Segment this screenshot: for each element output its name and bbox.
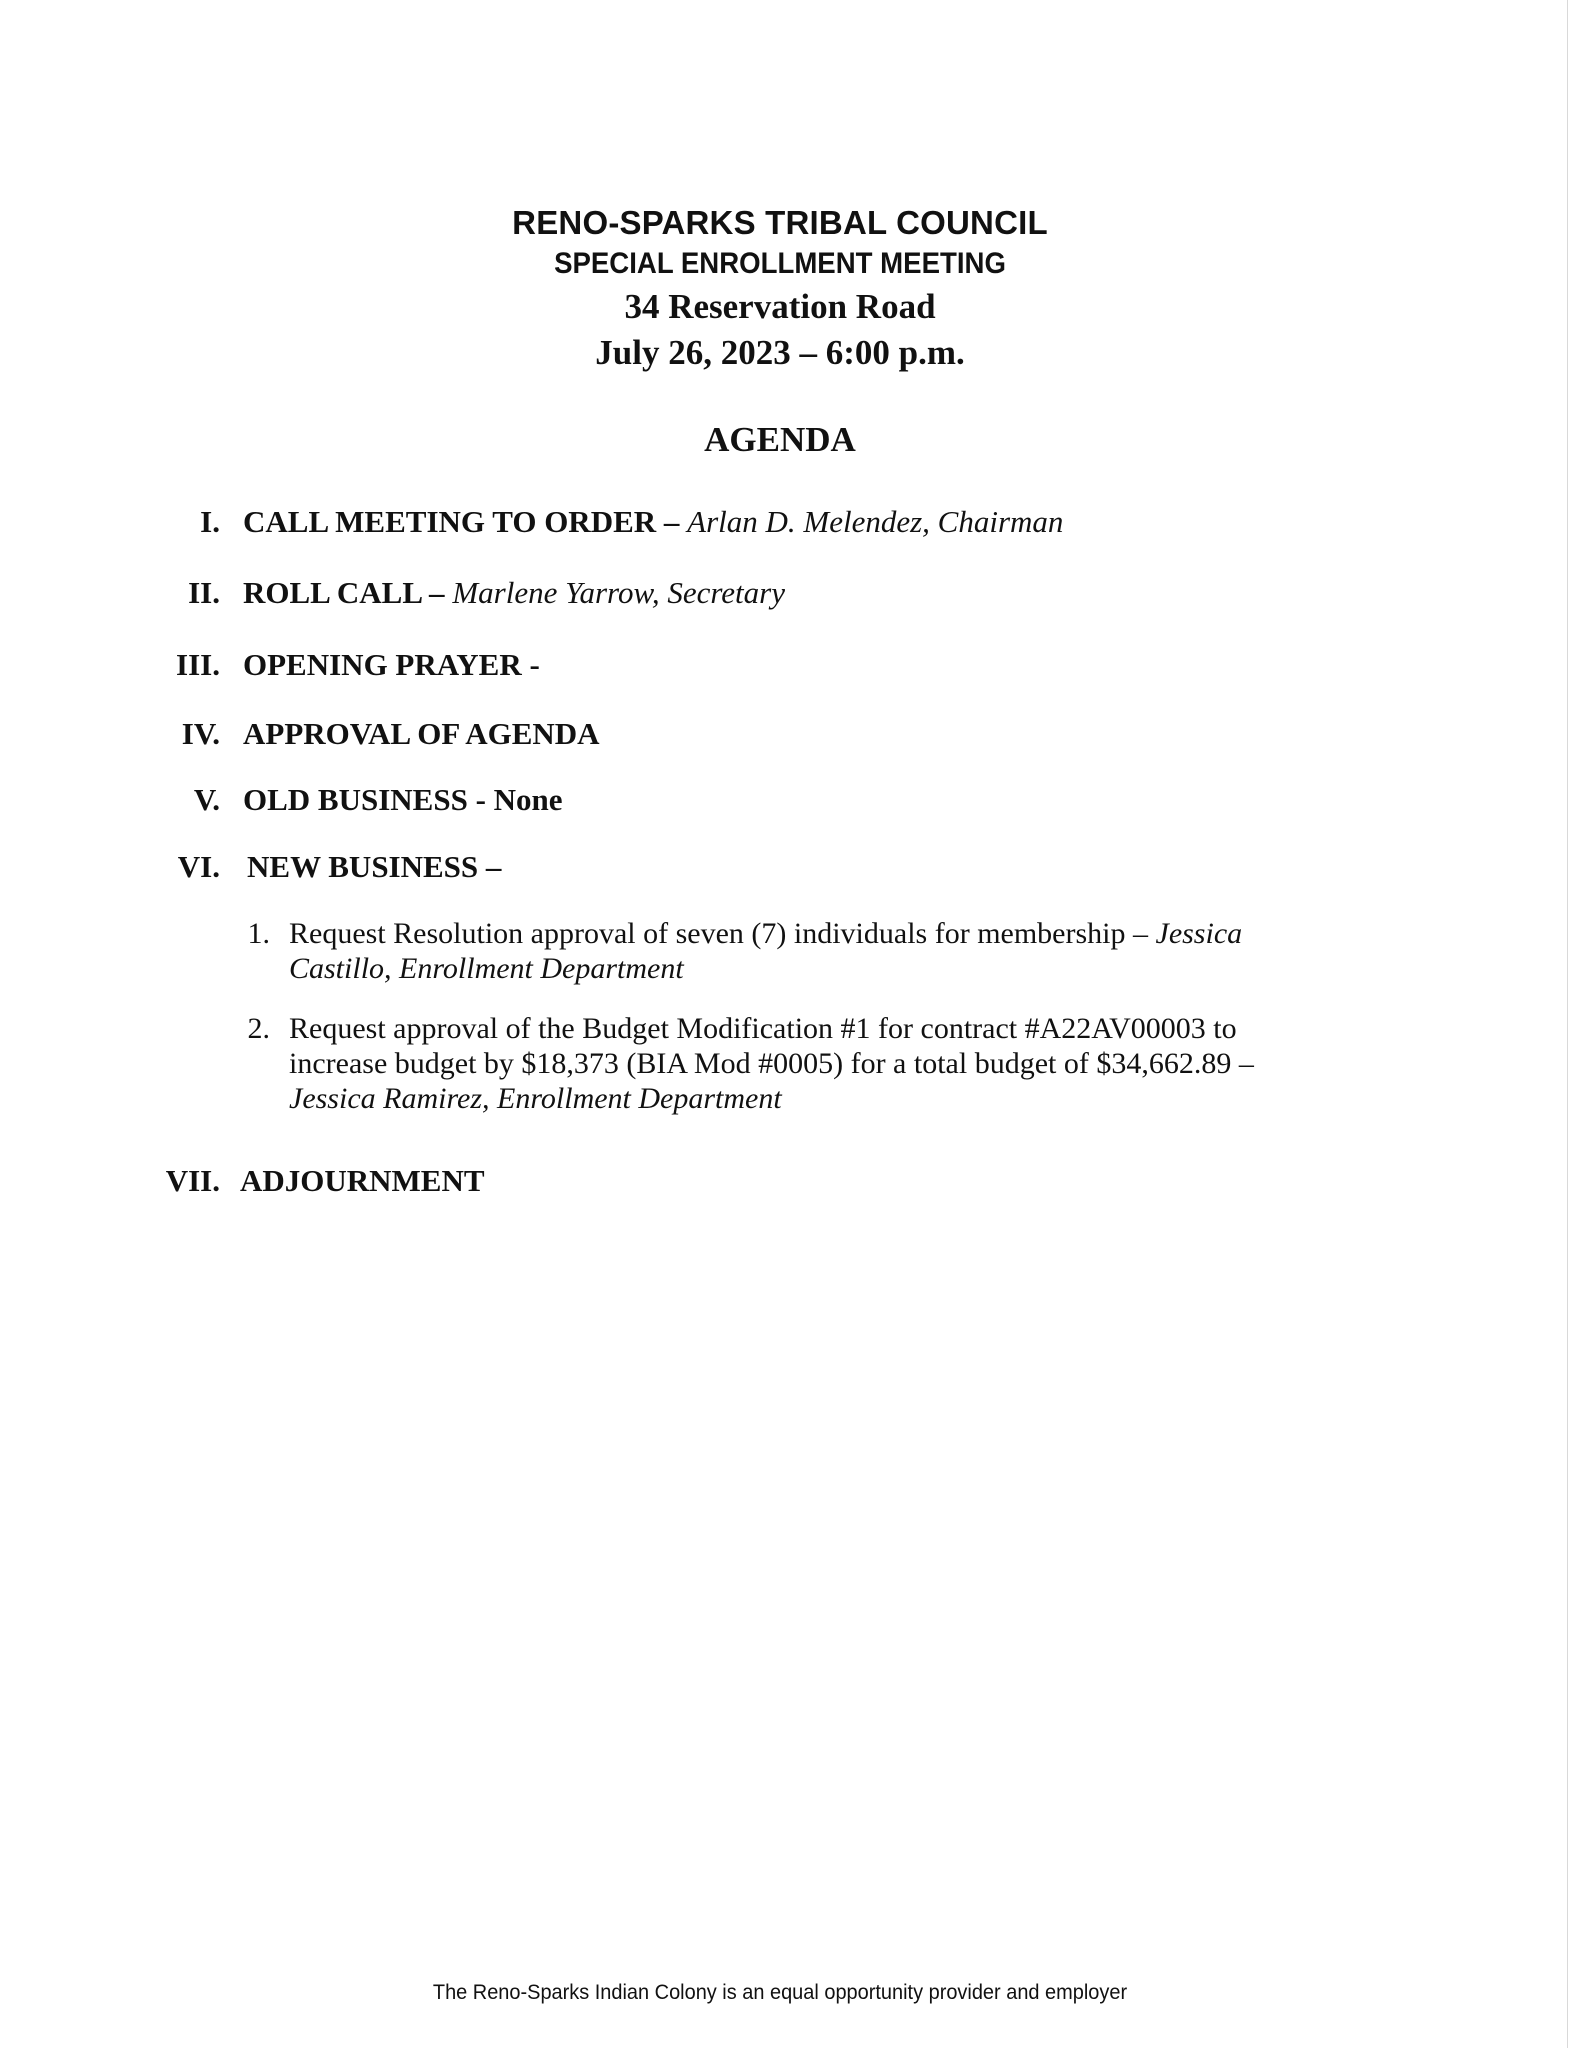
new-business-item-presenter: Jessica Ramirez, Enrollment Department [289, 1082, 782, 1115]
new-business-item-number: 2. [247, 1012, 270, 1045]
meeting-type: SPECIAL ENROLLMENT MEETING [554, 247, 1006, 280]
new-business-item-description: Request Resolution approval of seven (7) individuals for membership – [289, 917, 1148, 950]
page-edge-line [1567, 0, 1568, 2048]
agenda-item-number: II. [188, 575, 220, 610]
agenda-item-title: OPENING PRAYER - [243, 647, 540, 682]
document-header [0, 202, 1560, 376]
agenda-item-title: ADJOURNMENT [240, 1163, 485, 1198]
new-business-item-text [289, 1011, 1319, 1116]
agenda-item-title: OLD BUSINESS - None [243, 782, 563, 817]
agenda-item-number: IV. [181, 716, 220, 751]
new-business-item-text [289, 916, 1319, 986]
agenda-item-number: I. [200, 504, 220, 539]
agenda-item-text [243, 573, 785, 613]
agenda-item-title: CALL MEETING TO ORDER – [243, 504, 680, 539]
agenda-item-number: VII. [165, 1163, 220, 1198]
agenda-item-text [243, 714, 600, 754]
agenda-item-text [243, 502, 1063, 542]
footer-notice: The Reno-Sparks Indian Colony is an equal opportunity provider and employer [432, 1981, 1128, 2004]
agenda-item-text [240, 1161, 485, 1201]
agenda-item-number: III. [176, 647, 220, 682]
agenda-title: AGENDA [704, 420, 856, 459]
meeting-address: 34 Reservation Road [624, 287, 936, 326]
agenda-item-title: APPROVAL OF AGENDA [243, 716, 600, 751]
agenda-item-number: V. [193, 782, 220, 817]
agenda-item-title: ROLL CALL – [243, 575, 445, 610]
agenda-item-person: Marlene Yarrow, Secretary [452, 575, 785, 610]
agenda-item-text [247, 847, 501, 887]
agenda-item-text [243, 645, 540, 685]
agenda-item-number: VI. [177, 849, 220, 884]
agenda-item-text [243, 780, 563, 820]
meeting-datetime: July 26, 2023 – 6:00 p.m. [595, 333, 965, 372]
agenda-item-person: Arlan D. Melendez, Chairman [687, 504, 1064, 539]
new-business-item-number: 1. [247, 917, 270, 950]
new-business-item-presenter: Jessica Castillo, Enrollment Department [289, 917, 1243, 985]
new-business-item-description: Request approval of the Budget Modification #1 for contract #A22AV00003 to increase budget by $18,373 (BIA Mod #0005) for a total budget of $34,662.89 – [289, 1012, 1254, 1080]
organization-name: RENO-SPARKS TRIBAL COUNCIL [512, 204, 1048, 241]
agenda-item-title: NEW BUSINESS – [247, 849, 502, 884]
